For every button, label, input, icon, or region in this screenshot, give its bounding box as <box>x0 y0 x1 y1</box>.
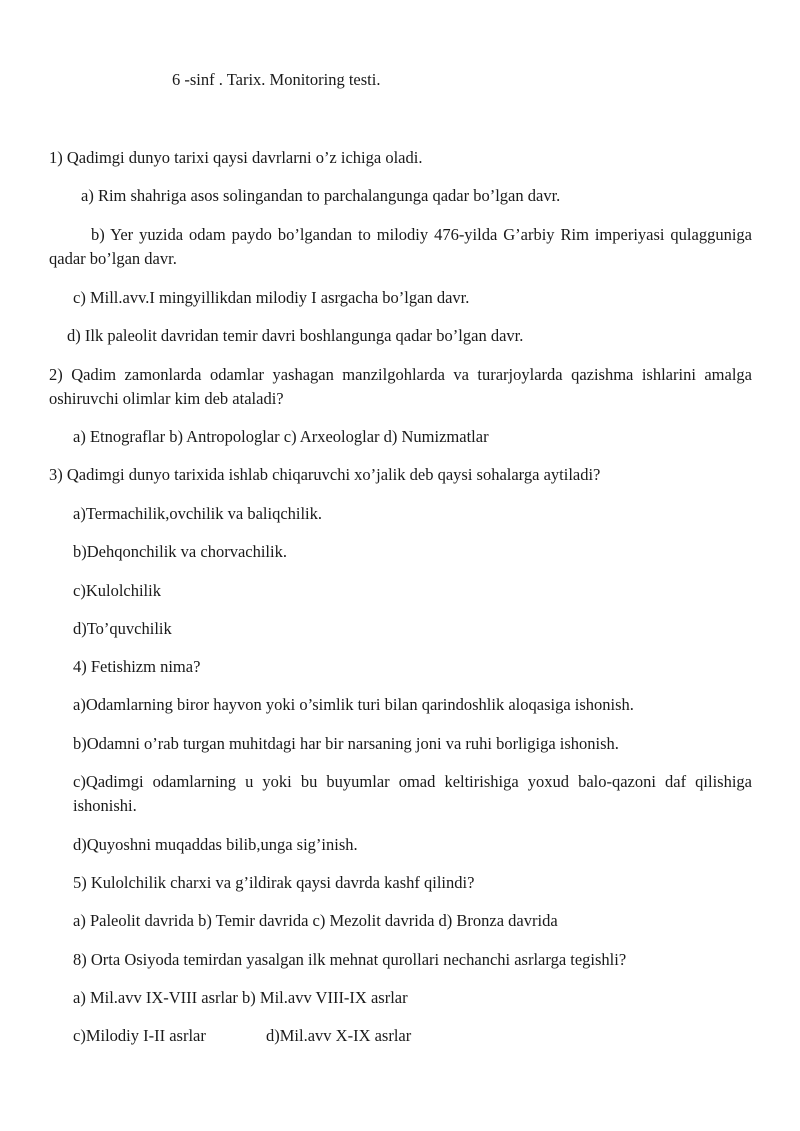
question-1-option-b: b) Yer yuzida odam paydo bo’lgandan to milodiy 476-yilda G’arbiy Rim imperiyasi qulagguniga qadar bo’lgan davr. <box>49 225 752 268</box>
question-8-option-d: d)Mil.avv X-IX asrlar <box>266 1026 412 1045</box>
question-3-option-c: c)Kulolchilik <box>73 581 161 600</box>
page-title: 6 -sinf . Tarix. Monitoring testi. <box>172 70 381 89</box>
question-4-option-a: a)Odamlarning biror hayvon yoki o’simlik turi bilan qarindoshlik aloqasiga ishonish. <box>73 695 634 714</box>
question-2-options: a) Etnograflar b) Antropologlar c) Arxeologlar d) Numizmatlar <box>73 427 489 446</box>
question-4-option-b: b)Odamni o’rab turgan muhitdagi har bir narsaning joni va ruhi borligiga ishonish. <box>73 734 619 753</box>
question-1: 1) Qadimgi dunyo tarixi qaysi davrlarni o’z ichiga oladi. <box>49 148 423 167</box>
question-5-options: a) Paleolit davrida b) Temir davrida c) Mezolit davrida d) Bronza davrida <box>73 911 558 930</box>
question-1-option-c: c) Mill.avv.I mingyillikdan milodiy I asrgacha bo’lgan davr. <box>73 288 470 307</box>
question-8-option-c: c)Milodiy I-II asrlar <box>73 1026 206 1045</box>
question-3-option-b: b)Dehqonchilik va chorvachilik. <box>73 542 287 561</box>
question-8: 8) Orta Osiyoda temirdan yasalgan ilk mehnat qurollari nechanchi asrlarga tegishli? <box>73 950 627 969</box>
question-3: 3) Qadimgi dunyo tarixida ishlab chiqaruvchi xo’jalik deb qaysi sohalarga aytiladi? <box>49 465 601 484</box>
question-4: 4) Fetishizm nima? <box>73 657 201 676</box>
question-8-options-ab: a) Mil.avv IX-VIII asrlar b) Mil.avv VIII-IX asrlar <box>73 988 408 1007</box>
question-5: 5) Kulolchilik charxi va g’ildirak qaysi davrda kashf qilindi? <box>73 873 475 892</box>
question-2: 2) Qadim zamonlarda odamlar yashagan manzilgohlarda va turarjoylarda qazishma ishlarini amalga oshiruvchi olimlar kim deb ataladi? <box>49 365 752 408</box>
question-4-option-c: c)Qadimgi odamlarning u yoki bu buyumlar omad keltirishiga yoxud balo-qazoni daf qilishiga ishonishi. <box>73 772 752 815</box>
question-3-option-a: a)Termachilik,ovchilik va baliqchilik. <box>73 504 323 523</box>
question-4-option-d: d)Quyoshni muqaddas bilib,unga sig’inish. <box>73 835 358 854</box>
question-1-option-a: a) Rim shahriga asos solingandan to parchalangunga qadar bo’lgan davr. <box>81 186 561 205</box>
question-1-option-d: d) Ilk paleolit davridan temir davri boshlangunga qadar bo’lgan davr. <box>67 326 524 345</box>
question-3-option-d: d)To’quvchilik <box>73 619 172 638</box>
